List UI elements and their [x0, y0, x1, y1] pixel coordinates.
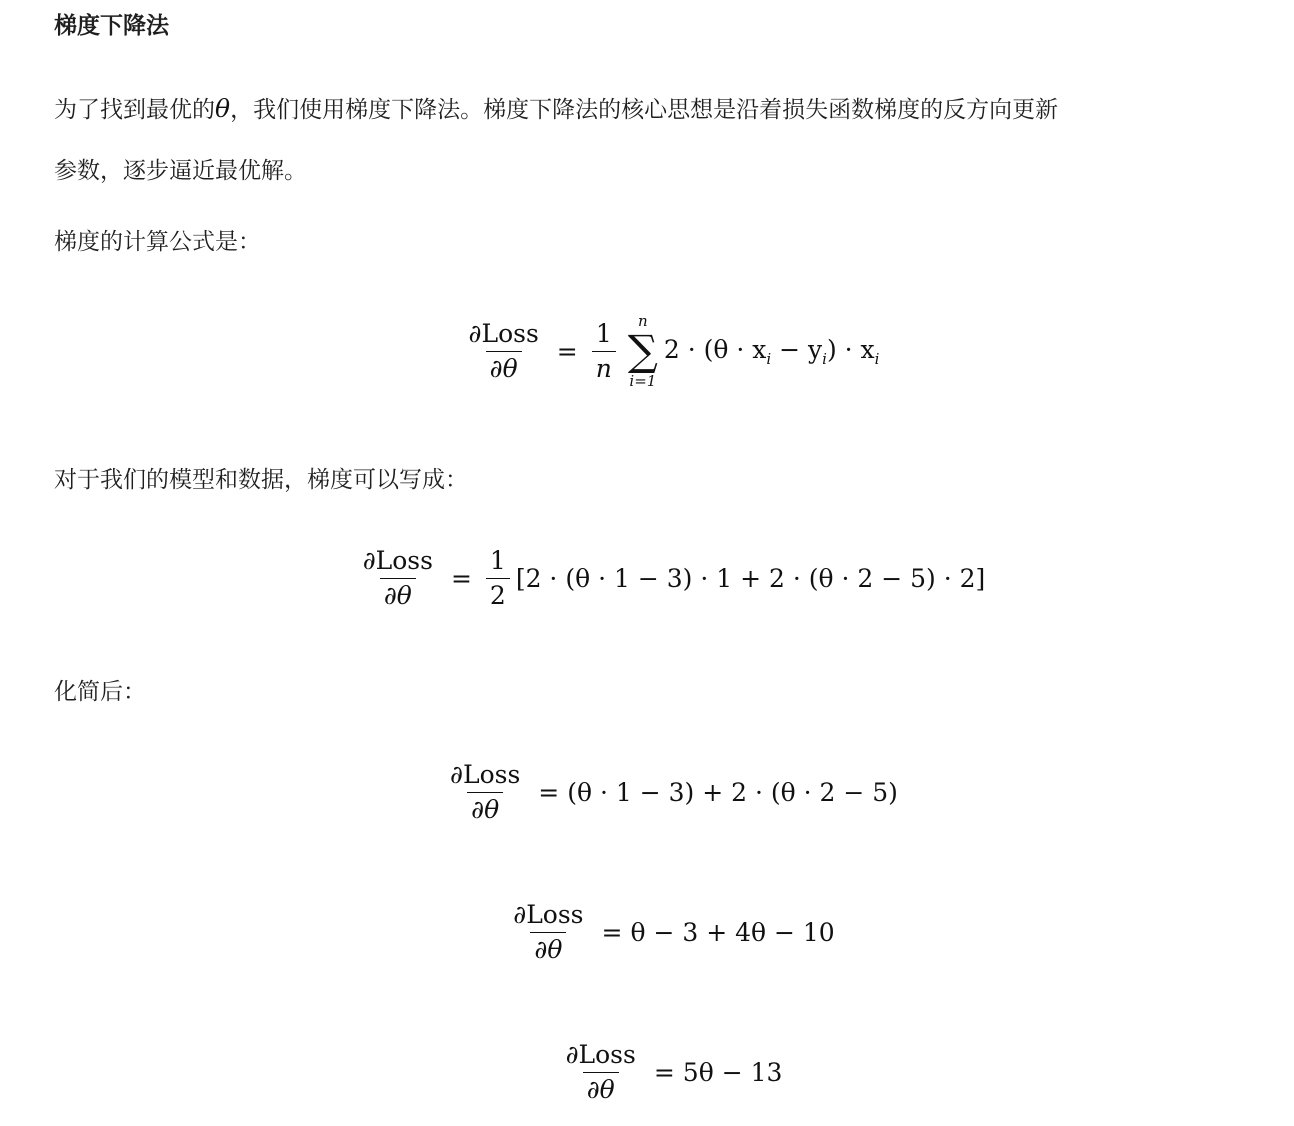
gradient-formula-label: 梯度的计算公式是： — [54, 229, 261, 255]
lhs-fraction — [509, 900, 587, 965]
section-heading: 梯度下降法 — [54, 13, 169, 39]
intro-line-2: 参数，逐步逼近最优解。 — [54, 158, 307, 184]
equation-body: 5θ − 13 — [682, 1058, 783, 1087]
lhs-numerator: ∂Loss — [468, 318, 539, 348]
intro-text-before: 为了找到最优的 — [54, 97, 215, 123]
intro-text-after: ，我们使用梯度下降法。梯度下降法的核心思想是沿着损失函数梯度的反方向更新 — [230, 97, 1059, 123]
theta-symbol: θ — [215, 94, 231, 123]
summation-symbol: ∑ — [627, 326, 658, 375]
equation-body: [2 · (θ · 1 − 3) · 1 + 2 · (θ · 2 − 5) · 2] — [515, 564, 986, 593]
lhs-fraction — [446, 760, 524, 825]
equation-simplified-2 — [54, 900, 1284, 965]
lhs-denominator: ∂θ — [530, 932, 566, 965]
subscript-i: i — [766, 349, 772, 368]
lhs-numerator: ∂Loss — [513, 900, 584, 929]
equation-body: θ − 3 + 4θ − 10 — [630, 918, 835, 947]
equals-sign: = — [450, 564, 472, 593]
intro-line-1 — [54, 78, 1058, 141]
model-label: 对于我们的模型和数据，梯度可以写成： — [54, 467, 468, 493]
body-part-a: 2 · (θ · x — [663, 334, 767, 364]
lhs-fraction — [465, 319, 543, 384]
equation-gradient-general — [54, 312, 1284, 390]
equation-gradient-model — [54, 546, 1284, 611]
equation-body: (θ · 1 − 3) + 2 · (θ · 2 − 5) — [567, 778, 898, 807]
lhs-numerator: ∂Loss — [450, 760, 521, 789]
lhs-fraction — [359, 546, 437, 611]
equation-simplified-1 — [54, 760, 1284, 825]
lhs-numerator: ∂Loss — [362, 546, 433, 575]
subscript-i: i — [822, 349, 827, 368]
simplify-label: 化简后： — [54, 679, 146, 705]
equation-simplified-final — [54, 1040, 1284, 1105]
equals-sign: = — [556, 336, 578, 366]
lhs-denominator: ∂θ — [467, 792, 503, 825]
summation — [628, 312, 658, 390]
fraction-numerator: 1 — [595, 318, 612, 348]
lhs-denominator: ∂θ — [583, 1072, 619, 1105]
subscript-i: i — [874, 349, 880, 368]
lhs-denominator: ∂θ — [380, 578, 416, 611]
body-part-b: − y — [771, 334, 823, 364]
equals-sign: = — [653, 1058, 675, 1087]
lhs-denominator: ∂θ — [486, 351, 522, 384]
summation-upper: n — [638, 312, 648, 330]
coefficient-fraction — [486, 546, 510, 611]
equals-sign: = — [538, 778, 560, 807]
lhs-fraction — [562, 1040, 640, 1105]
fraction-denominator: n — [592, 351, 616, 384]
equals-sign: = — [601, 918, 623, 947]
summation-body — [664, 335, 880, 368]
lhs-numerator: ∂Loss — [565, 1040, 636, 1069]
fraction-denominator: 2 — [486, 578, 510, 611]
body-part-c: ) · x — [826, 334, 875, 364]
coefficient-fraction — [592, 319, 616, 384]
summation-lower: i=1 — [629, 372, 657, 390]
fraction-numerator: 1 — [489, 546, 506, 575]
